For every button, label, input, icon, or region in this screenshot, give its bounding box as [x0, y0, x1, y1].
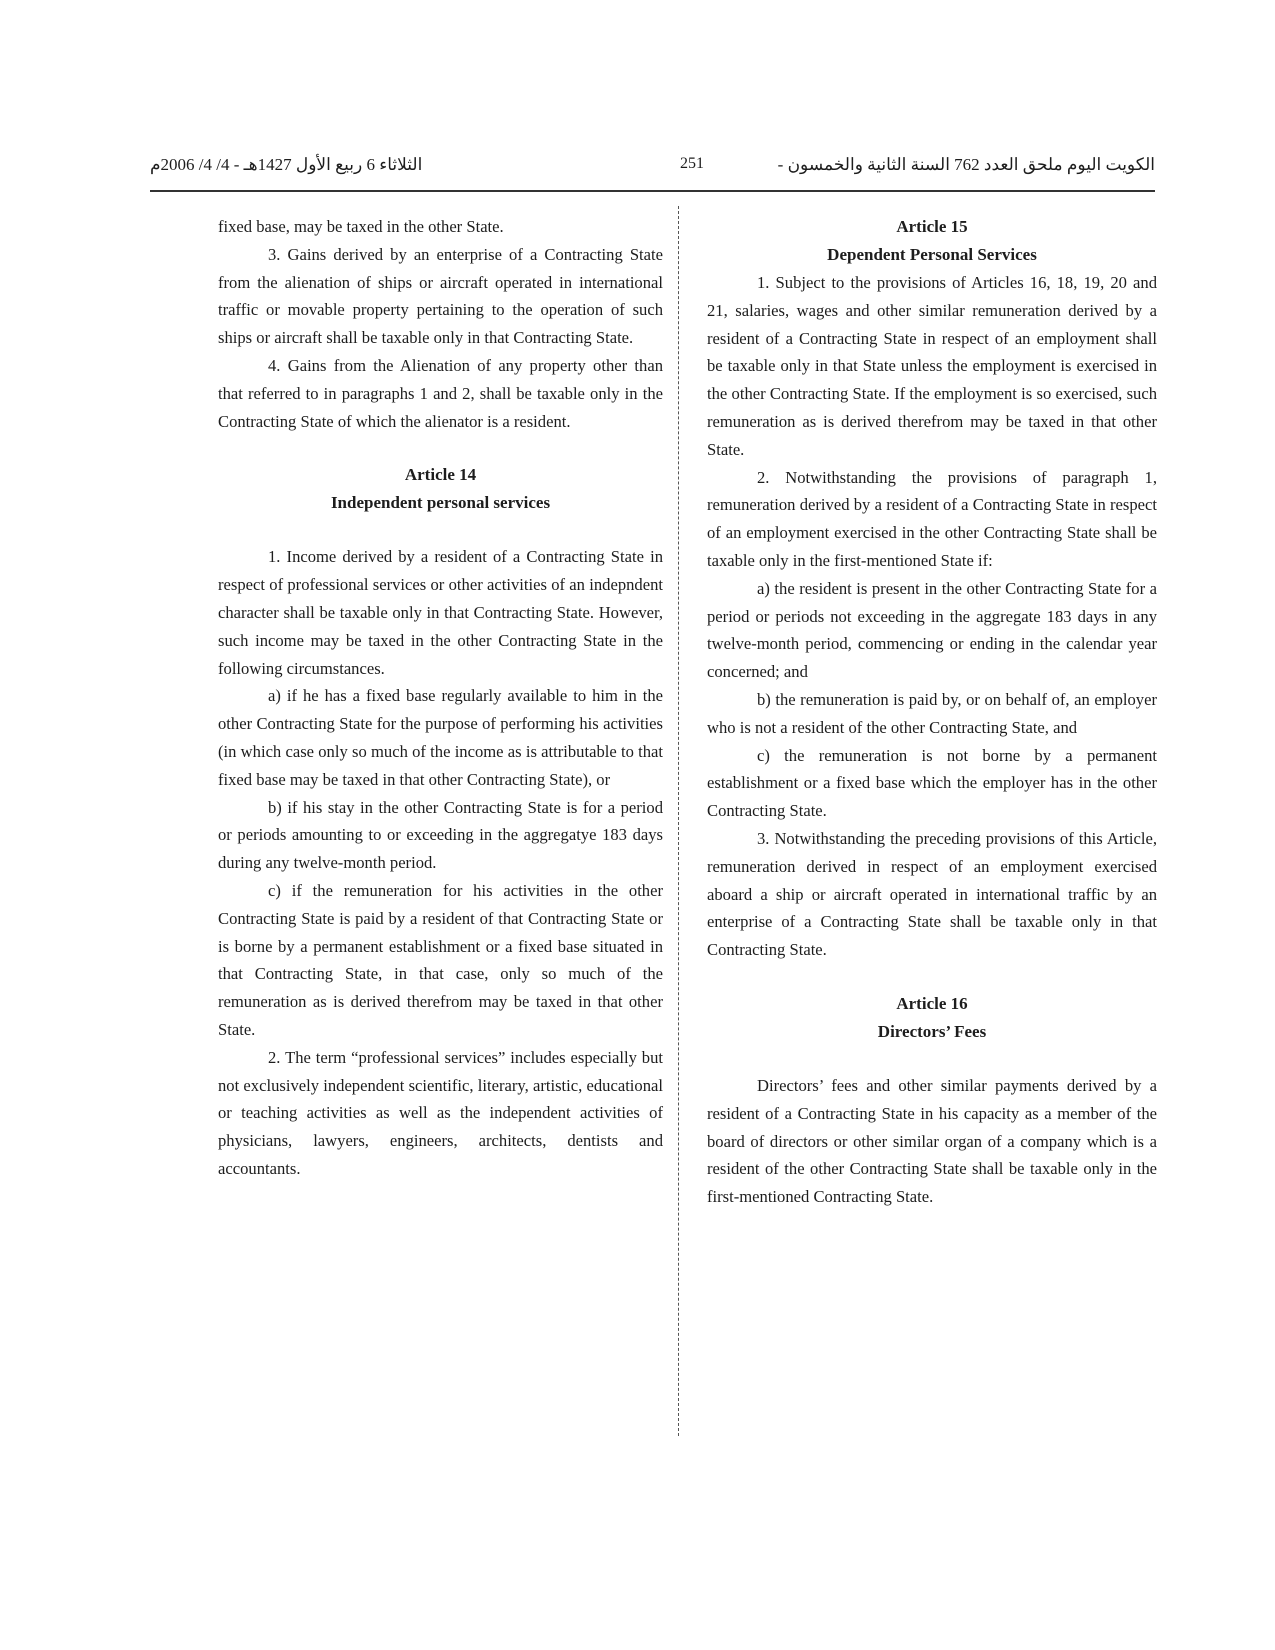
page-number: 251 — [680, 155, 704, 172]
article-15-subtitle: Dependent Personal Services — [827, 245, 1037, 264]
paragraph: 3. Gains derived by an enterprise of a Contracting State from the alienation of ships or aircraft operated in international traffic or movable property pertaining to the operation of such ships or aircraft shall be taxable only in that Contracting State. — [218, 244, 663, 348]
paragraph: 2. The term “professional services” includes especially but not exclusively independent scientific, literary, artistic, educational or teaching activities as well as the independent activities of physicians, lawyers, engineers, architects, dentists and accountants. — [218, 1047, 663, 1178]
paragraph: a) if he has a fixed base regularly available to him in the other Contracting State for the purpose of performing his activities (in which case only so much of the income as is attributable to that fixed base may be taxed in that other Contracting State), or — [218, 686, 663, 789]
paragraph: 3. Notwithstanding the preceding provisions of this Article, remuneration derived in respect of an employment exercised aboard a ship or aircraft operated in international traffic by an enterprise of a Contracting State shall be taxable only in that Contracting State. — [707, 828, 1157, 960]
paragraph: b) the remuneration is paid by, or on behalf of, an employer who is not a resident of the other Contracting State, and — [707, 689, 1157, 737]
article-14-subtitle: Independent personal services — [330, 493, 551, 513]
paragraph: fixed base, may be taxed in the other State. — [218, 217, 504, 236]
page-header — [150, 155, 1155, 195]
paragraph: a) the resident is present in the other Contracting State for a period or periods not exceeding in the aggregate 183 days in any twelve-month period, commencing or ending in the calendar year concerned; and — [707, 578, 1157, 682]
paragraph: 4. Gains from the Alienation of any property other than that referred to in paragraphs 1 and 2, shall be taxable only in the Contracting State of which the alienator is a resident. — [218, 355, 663, 431]
header-rule — [150, 190, 1155, 192]
paragraph: c) the remuneration is not borne by a permanent establishment or a fixed base which the employer has in the other Contracting State. — [707, 745, 1157, 821]
paragraph: Directors’ fees and other similar payments derived by a resident of a Contracting State in his capacity as a member of the board of directors or other similar organ of a company which is a resident of the other Contracting State shall be taxable only in the first-mentioned Contracting State. — [707, 1075, 1157, 1207]
paragraph: 2. Notwithstanding the provisions of paragraph 1, remuneration derived by a resident of a Contracting State in respect of an employment exercised in the other Contracting State shall be taxable only in the first-mentioned State if: — [707, 467, 1157, 570]
paragraph: 1. Income derived by a resident of a Contracting State in respect of professional services or other activities of an indepndent character shall be taxable only in that Contracting State. However, such income may be taxed in the other Contracting State in the following circumstances. — [218, 547, 663, 678]
paragraph: 1. Subject to the provisions of Articles 16, 18, 19, 20 and 21, salaries, wages and other similar remuneration derived by a resident of a Contracting State in respect of an employment shall be taxable only in that State unless the employment is exercised in the other Contracting State. If the employment is so exercised, such remuneration as is derived therefrom may be taxed in that other State. — [707, 273, 1157, 459]
left-column — [218, 213, 663, 1183]
right-column — [707, 213, 1157, 1211]
paragraph: c) if the remuneration for his activities in the other Contracting State is paid by a resident of that Contracting State or is borne by a permanent establishment or a fixed base situated in that Contracting State, in that case, only so much of the remuneration as is derived therefrom may be taxed in that other State. — [218, 880, 663, 1039]
article-16-title: Article 16 — [896, 993, 968, 1013]
header-publication-arabic: الكويت اليوم ملحق العدد 762 السنة الثانية والخمسون - — [777, 155, 1155, 174]
article-16-subtitle: Directors’ Fees — [877, 1021, 987, 1041]
column-divider — [678, 206, 679, 1436]
article-14-title: Article 14 — [404, 465, 477, 485]
header-date-arabic: الثلاثاء 6 ربيع الأول 1427هـ - 4/ 4/ 2006م — [150, 155, 423, 174]
paragraph: b) if his stay in the other Contracting State is for a period or periods amounting to or exceeding in the aggregatye 183 days during any twelve-month period. — [218, 797, 663, 873]
article-15-title: Article 15 — [896, 217, 968, 236]
